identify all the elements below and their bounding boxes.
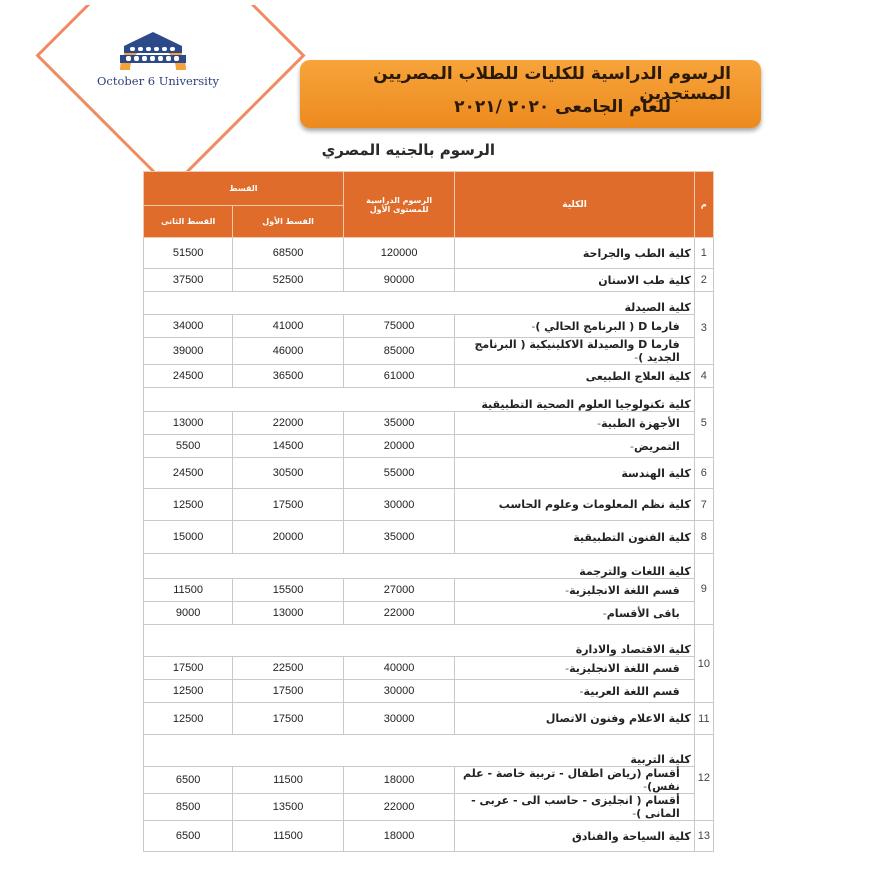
department-name: أقسام ( انجليزى - حاسب الى - عربى - المانى ) <box>471 794 680 820</box>
first-installment: 52500 <box>233 269 344 292</box>
bullet-dash: - <box>565 661 570 675</box>
faculty-name: كلية تكنولوجيا العلوم الصحية التطبيقية <box>144 388 695 412</box>
faculty-name: كلية طب الاسنان <box>455 269 694 292</box>
first-installment: 68500 <box>233 238 344 269</box>
faculty-name: كلية اللغات والترجمة <box>144 554 695 579</box>
department-name: التمريض <box>633 439 680 453</box>
frame-mask <box>0 0 300 5</box>
row-number: 13 <box>694 821 713 852</box>
fee-value: 85000 <box>343 338 455 365</box>
table-subrow <box>144 602 714 625</box>
department-name: باقى الأقسام <box>606 606 680 620</box>
table-subrow <box>144 767 714 794</box>
department-name: قسم اللغة الانجليزية <box>569 583 680 597</box>
table-row <box>144 458 714 489</box>
header-index: م <box>694 172 713 238</box>
first-installment: 36500 <box>233 365 344 388</box>
department-name: قسم اللغة الانجليزية <box>569 661 680 675</box>
second-installment: 34000 <box>144 315 233 338</box>
fee-value: 30000 <box>343 489 455 521</box>
fee-value: 18000 <box>343 821 455 852</box>
bullet-dash: - <box>602 606 607 620</box>
table-subrow <box>144 435 714 458</box>
fees-table <box>143 171 714 852</box>
department-name: أقسام (رياض اطفال - تربية خاصة - علم نفس) <box>463 767 680 793</box>
table-subrow <box>144 657 714 680</box>
first-installment: 17500 <box>233 703 344 735</box>
department-cell <box>455 794 694 821</box>
department-cell <box>455 767 694 794</box>
fee-value: 22000 <box>343 794 455 821</box>
faculty-name: كلية الطب والجراحة <box>455 238 694 269</box>
department-name: فارما D ( البرنامج الحالي ) <box>535 319 680 333</box>
table-row <box>144 521 714 554</box>
row-number: 1 <box>694 238 713 269</box>
faculty-name: كلية الاعلام وفنون الاتصال <box>455 703 694 735</box>
fee-value: 75000 <box>343 315 455 338</box>
table-row <box>144 703 714 735</box>
first-installment: 11500 <box>233 767 344 794</box>
first-installment: 22500 <box>233 657 344 680</box>
bullet-dash: - <box>634 351 639 364</box>
fee-value: 61000 <box>343 365 455 388</box>
second-installment: 12500 <box>144 680 233 703</box>
fee-value: 55000 <box>343 458 455 489</box>
second-installment: 24500 <box>144 365 233 388</box>
currency-note: الرسوم بالجنيه المصري <box>321 141 495 159</box>
fee-value: 18000 <box>343 767 455 794</box>
fee-value: 22000 <box>343 602 455 625</box>
table-subrow <box>144 338 714 365</box>
faculty-name: كلية نظم المعلومات وعلوم الحاسب <box>455 489 694 521</box>
row-number: 5 <box>694 388 713 458</box>
bullet-dash: - <box>531 319 536 333</box>
table-row <box>144 292 714 315</box>
bullet-dash: - <box>579 684 584 698</box>
second-installment: 13000 <box>144 412 233 435</box>
row-number: 12 <box>694 735 713 821</box>
row-number: 9 <box>694 554 713 625</box>
faculty-name: كلية الاقتصاد والادارة <box>144 625 695 657</box>
second-installment: 39000 <box>144 338 233 365</box>
fee-value: 35000 <box>343 412 455 435</box>
table-subrow <box>144 579 714 602</box>
faculty-name: كلية الهندسة <box>455 458 694 489</box>
bullet-dash: - <box>643 780 648 793</box>
table-row <box>144 388 714 412</box>
first-installment: 17500 <box>233 680 344 703</box>
second-installment: 17500 <box>144 657 233 680</box>
table-subrow <box>144 412 714 435</box>
second-installment: 15000 <box>144 521 233 554</box>
faculty-name: كلية السياحة والفنادق <box>455 821 694 852</box>
bullet-dash: - <box>630 439 634 453</box>
row-number: 10 <box>694 625 713 703</box>
row-number: 4 <box>694 365 713 388</box>
university-name: October 6 University <box>97 74 219 88</box>
second-installment: 5500 <box>144 435 233 458</box>
first-installment: 17500 <box>233 489 344 521</box>
second-installment: 6500 <box>144 821 233 852</box>
table-row <box>144 269 714 292</box>
first-installment: 14500 <box>233 435 344 458</box>
header-second: القسط الثانى <box>144 206 233 238</box>
row-number: 8 <box>694 521 713 554</box>
header-first: القسط الأول <box>233 206 344 238</box>
table-row <box>144 821 714 852</box>
table-row <box>144 238 714 269</box>
first-installment: 30500 <box>233 458 344 489</box>
department-cell <box>455 680 694 703</box>
department-cell <box>455 338 694 365</box>
header-fees-level: للمستوى الأول <box>369 204 429 214</box>
fee-value: 27000 <box>343 579 455 602</box>
table-subrow <box>144 794 714 821</box>
table-subrow <box>144 315 714 338</box>
fee-value: 35000 <box>343 521 455 554</box>
second-installment: 11500 <box>144 579 233 602</box>
title-banner <box>300 60 761 128</box>
second-installment: 12500 <box>144 703 233 735</box>
banner-title: الرسوم الدراسية للكليات للطلاب المصريين المستجدين <box>373 64 731 104</box>
faculty-name: كلية الصيدلة <box>144 292 695 315</box>
faculty-name: كلية الفنون التطبيقية <box>455 521 694 554</box>
bullet-dash: - <box>565 583 570 597</box>
department-cell <box>455 412 694 435</box>
row-number: 2 <box>694 269 713 292</box>
department-name: الأجهزة الطبية <box>601 416 680 430</box>
row-number: 6 <box>694 458 713 489</box>
fee-value: 90000 <box>343 269 455 292</box>
row-number: 11 <box>694 703 713 735</box>
bullet-dash: - <box>597 416 602 430</box>
fee-value: 30000 <box>343 680 455 703</box>
first-installment: 13000 <box>233 602 344 625</box>
row-number: 3 <box>694 292 713 365</box>
table-row <box>144 365 714 388</box>
fee-value: 40000 <box>343 657 455 680</box>
header-fees-label: الرسوم الدراسية <box>366 195 433 205</box>
department-cell <box>455 315 694 338</box>
department-name: فارما D والصيدلة الاكلينيكية ( البرنامج الجديد ) <box>474 338 680 364</box>
faculty-name: كلية التربية <box>144 735 695 767</box>
first-installment: 20000 <box>233 521 344 554</box>
row-number: 7 <box>694 489 713 521</box>
second-installment: 51500 <box>144 238 233 269</box>
first-installment: 22000 <box>233 412 344 435</box>
second-installment: 12500 <box>144 489 233 521</box>
table-row <box>144 489 714 521</box>
table-row <box>144 554 714 579</box>
table-subrow <box>144 680 714 703</box>
fee-value: 20000 <box>343 435 455 458</box>
fee-value: 120000 <box>343 238 455 269</box>
second-installment: 9000 <box>144 602 233 625</box>
header-fees <box>343 172 455 238</box>
bullet-dash: - <box>632 807 637 820</box>
department-cell <box>455 602 694 625</box>
first-installment: 41000 <box>233 315 344 338</box>
second-installment: 37500 <box>144 269 233 292</box>
department-cell <box>455 435 694 458</box>
banner-year: للعام الجامعى ٢٠٢٠ /٢٠٢١ <box>454 97 671 117</box>
department-cell <box>455 657 694 680</box>
header-installment: القسط <box>144 172 344 206</box>
faculty-name: كلية العلاج الطبيعى <box>455 365 694 388</box>
second-installment: 6500 <box>144 767 233 794</box>
table-row <box>144 735 714 767</box>
header-faculty: الكلية <box>455 172 694 238</box>
second-installment: 8500 <box>144 794 233 821</box>
department-name: قسم اللغة العربية <box>583 684 680 698</box>
second-installment: 24500 <box>144 458 233 489</box>
department-cell <box>455 579 694 602</box>
first-installment: 46000 <box>233 338 344 365</box>
first-installment: 15500 <box>233 579 344 602</box>
first-installment: 11500 <box>233 821 344 852</box>
table-row <box>144 625 714 657</box>
fee-value: 30000 <box>343 703 455 735</box>
first-installment: 13500 <box>233 794 344 821</box>
